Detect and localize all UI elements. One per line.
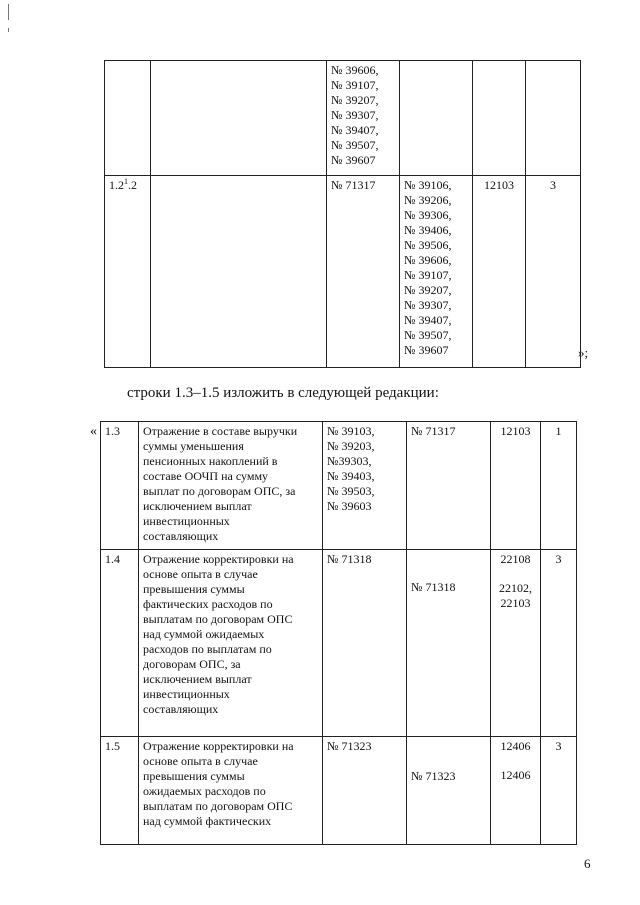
account-number: № 39507,	[331, 138, 379, 152]
account-number: № 39607	[404, 343, 449, 357]
account-number: № 39507,	[404, 328, 452, 342]
account-number: № 39403,	[327, 469, 375, 483]
description-line: составляющих	[143, 702, 219, 716]
account-number: № 39603	[327, 499, 372, 513]
credit-account-cell	[407, 550, 491, 737]
account-number: № 39106,	[404, 178, 452, 192]
account-number: № 39407,	[331, 123, 379, 137]
scan-mark	[8, 4, 9, 20]
table-row	[101, 737, 577, 845]
description-line: превышения суммы	[143, 582, 245, 596]
bottom-table	[100, 421, 577, 845]
description-line: основе опыта в случае	[143, 567, 258, 581]
account-number: № 39207,	[404, 283, 452, 297]
account-number: № 39307,	[404, 298, 452, 312]
entry-count: 3	[526, 176, 581, 368]
account-number: № 39107,	[331, 78, 379, 92]
instruction-text: строки 1.3–1.5 изложить в следующей редакции:	[127, 385, 439, 401]
account-number: № 39107,	[404, 268, 452, 282]
description-line: инвестиционных	[143, 514, 230, 528]
account-number: № 39407,	[404, 313, 452, 327]
symbol-code: 12406	[500, 739, 531, 753]
debit-accounts-cell	[327, 61, 400, 176]
credit-account: № 71317	[407, 422, 491, 550]
account-number: № 39206,	[404, 193, 452, 207]
symbol-code: 12103	[491, 422, 541, 550]
description-line: фактических расходов по	[143, 597, 273, 611]
description-line: пенсионных накоплений в	[143, 454, 278, 468]
closing-quote: »;	[578, 345, 589, 360]
account-number: № 39506,	[404, 238, 452, 252]
description-line: составе ООЧП на сумму	[143, 469, 269, 483]
description-line: выплатам по договорам ОПС	[143, 799, 293, 813]
table-row	[101, 422, 577, 550]
credit-account: № 71318	[411, 580, 456, 594]
description-line: исключением выплат	[143, 499, 252, 513]
account-list	[404, 178, 468, 358]
symbol-code: 22102,	[499, 581, 532, 595]
account-number: №39303,	[327, 454, 372, 468]
row-number: 1.3	[101, 422, 139, 550]
description-line: договорам ОПС, за	[143, 657, 241, 671]
account-number: № 39606,	[404, 253, 452, 267]
entry-count: 3	[541, 737, 577, 845]
description-line: над суммой фактических	[143, 814, 272, 828]
page-number: 6	[584, 856, 591, 871]
symbol-code: 12406	[500, 768, 531, 782]
description-line: инвестиционных	[143, 687, 230, 701]
debit-accounts-cell	[323, 422, 407, 550]
symbol-code: 22103	[500, 596, 531, 610]
row-number: 1.4	[101, 550, 139, 737]
table-row	[105, 61, 581, 176]
account-number: № 39203,	[327, 439, 375, 453]
symbol-codes-cell	[491, 550, 541, 737]
top-table	[104, 60, 581, 368]
credit-accounts-cell	[400, 176, 473, 368]
account-number: № 39606,	[331, 63, 379, 77]
symbol-code: 12103	[473, 176, 526, 368]
debit-account: № 71318	[323, 550, 407, 737]
symbol-code: 22108	[500, 552, 531, 566]
description-line: Отражение в составе выручки	[143, 424, 298, 438]
description-line: составляющих	[143, 529, 219, 543]
description-line: суммы уменьшения	[143, 439, 244, 453]
account-number: № 39607	[331, 153, 376, 167]
debit-account: № 71317	[327, 176, 400, 368]
description-cell	[139, 550, 323, 737]
description-cell	[139, 422, 323, 550]
description-line: над суммой ожидаемых	[143, 627, 265, 641]
scan-mark	[8, 28, 9, 32]
account-number: № 39207,	[331, 93, 379, 107]
account-number: № 39306,	[404, 208, 452, 222]
entry-count: 3	[541, 550, 577, 737]
table-row	[101, 550, 577, 737]
description-cell	[139, 737, 323, 845]
description-line: выплатам по договорам ОПС	[143, 612, 293, 626]
description-line: расходов по выплатам по	[143, 642, 272, 656]
account-number: № 39406,	[404, 223, 452, 237]
description-line: Отражение корректировки на	[143, 739, 294, 753]
credit-account: № 71323	[411, 769, 456, 783]
credit-account-cell	[407, 737, 491, 845]
opening-quote: «	[90, 424, 97, 439]
account-number: № 39307,	[331, 108, 379, 122]
symbol-codes-cell	[491, 737, 541, 845]
description-line: ожидаемых расходов по	[143, 784, 266, 798]
description-line: основе опыта в случае	[143, 754, 258, 768]
account-number: № 39103,	[327, 424, 375, 438]
entry-count: 1	[541, 422, 577, 550]
debit-account: № 71323	[323, 737, 407, 845]
description-line: выплат по договорам ОПС, за	[143, 484, 296, 498]
account-number: № 39503,	[327, 484, 375, 498]
row-number: 1.5	[101, 737, 139, 845]
description-line: исключением выплат	[143, 672, 252, 686]
table-row	[105, 176, 581, 368]
description-line: Отражение корректировки на	[143, 552, 294, 566]
account-list	[331, 63, 395, 168]
description-line: превышения суммы	[143, 769, 245, 783]
row-number: $1.2^1.2$	[105, 176, 151, 368]
